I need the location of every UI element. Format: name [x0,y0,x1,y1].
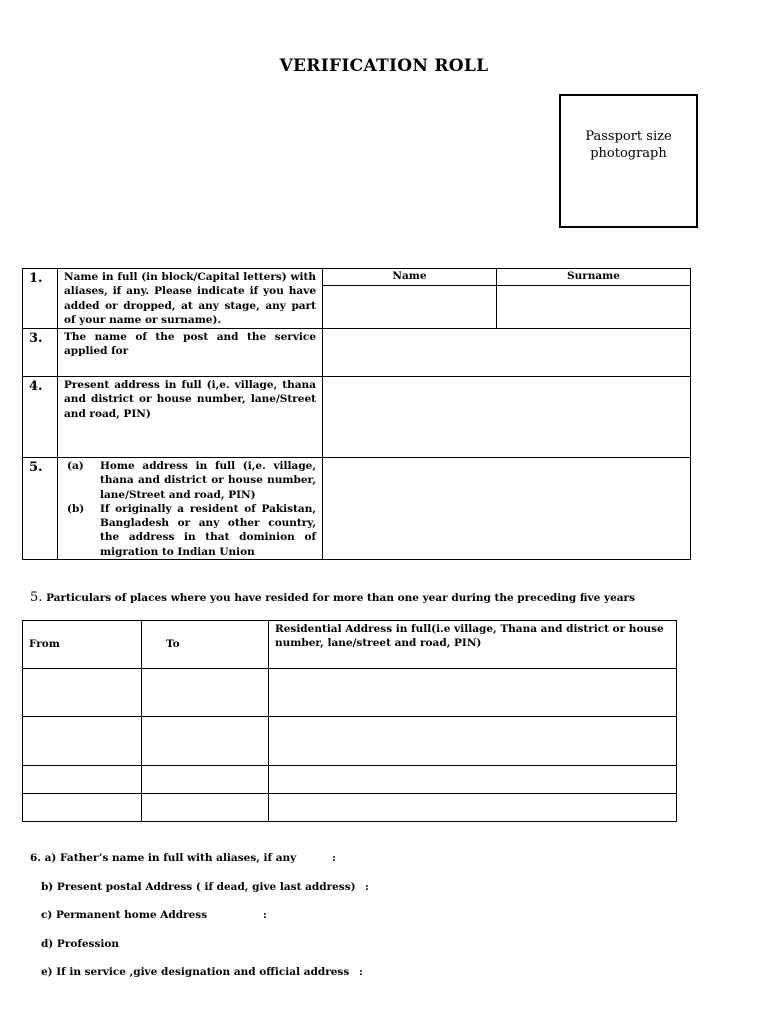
surname-column-header: Surname [497,269,691,286]
photo-box-label-line2: photograph [590,146,667,161]
post-applied-label: The name of the post and the service applied for [58,329,323,377]
surname-input-cell[interactable] [497,286,691,329]
home-address-label: Home address in full (i,e. village, thana and district or house number, lane/Street and road, PIN) [100,460,316,501]
to-input-cell[interactable] [142,717,269,766]
address-input-cell[interactable] [269,766,677,794]
field-label: b) Present postal Address ( if dead, give last address) [30,880,356,893]
name-column-header: Name [323,269,497,286]
field-colon: : [359,966,363,979]
address-input-cell[interactable] [269,669,677,717]
field-colon: : [332,852,336,864]
residence-section-heading [30,590,635,605]
section-number: 5. [30,590,43,605]
row-number: 5. [23,458,58,560]
row-number: 1. [23,269,58,329]
migration-address-label: If originally a resident of Pakistan, Bangladesh or any other country, the address in that dominion of migration to Indian Union [100,502,316,558]
field-colon: : [365,880,369,893]
to-input-cell[interactable] [142,766,269,794]
from-input-cell[interactable] [23,766,142,794]
to-input-cell[interactable] [142,669,269,717]
from-column-header: From [23,621,142,669]
field-colon: : [263,909,267,922]
from-input-cell[interactable] [23,794,142,822]
item-marker: (b) [67,502,85,515]
fathers-name-field[interactable] [30,852,356,881]
field-label: d) Profession [30,937,120,950]
residence-history-table [22,620,677,822]
address-column-header: Residential Address in full(i.e village, Thana and district or house number, lane/street and road, PIN) [269,621,677,669]
field-label: e) If in service ,give designation and official address [30,966,350,979]
profession-field[interactable] [30,938,356,967]
personal-details-table [22,268,691,560]
item-marker: (a) [67,460,84,472]
to-input-cell[interactable] [142,794,269,822]
passport-photo-box [559,94,698,228]
home-address-labels [58,458,323,560]
present-address-input-cell[interactable] [323,377,691,458]
field-label: c) Permanent home Address [30,909,208,922]
row-number: 4. [23,377,58,458]
table-row [23,794,677,822]
name-input-cell[interactable] [323,286,497,329]
to-column-header: To [142,621,269,669]
photo-box-label-line1: Passport size [585,129,672,144]
list-item [58,459,316,502]
home-address-input-cell[interactable] [323,458,691,560]
list-item [58,502,316,559]
present-postal-address-field[interactable] [30,880,369,910]
from-input-cell[interactable] [23,717,142,766]
present-address-label: Present address in full (i,e. village, thana and district or house number, lane/Street and road, PIN) [58,377,323,458]
parent-details-fields [30,852,369,995]
document-title: VERIFICATION ROLL [279,56,489,76]
table-row [23,669,677,717]
field-label: 6. a) Father’s name in full with aliases, if any [30,852,297,864]
row-number: 3. [23,329,58,377]
name-in-full-label: Name in full (in block/Capital letters) with aliases, if any. Please indicate if you have added or dropped, at any stage, any part of your name or surname). [58,269,323,329]
address-input-cell[interactable] [269,794,677,822]
service-designation-field[interactable] [30,966,363,995]
post-applied-input-cell[interactable] [323,329,691,377]
table-row [23,717,677,766]
from-input-cell[interactable] [23,669,142,717]
permanent-home-address-field[interactable] [30,909,356,938]
section-heading-text: Particulars of places where you have resided for more than one year during the preceding five years [46,592,635,604]
address-input-cell[interactable] [269,717,677,766]
table-row [23,766,677,794]
